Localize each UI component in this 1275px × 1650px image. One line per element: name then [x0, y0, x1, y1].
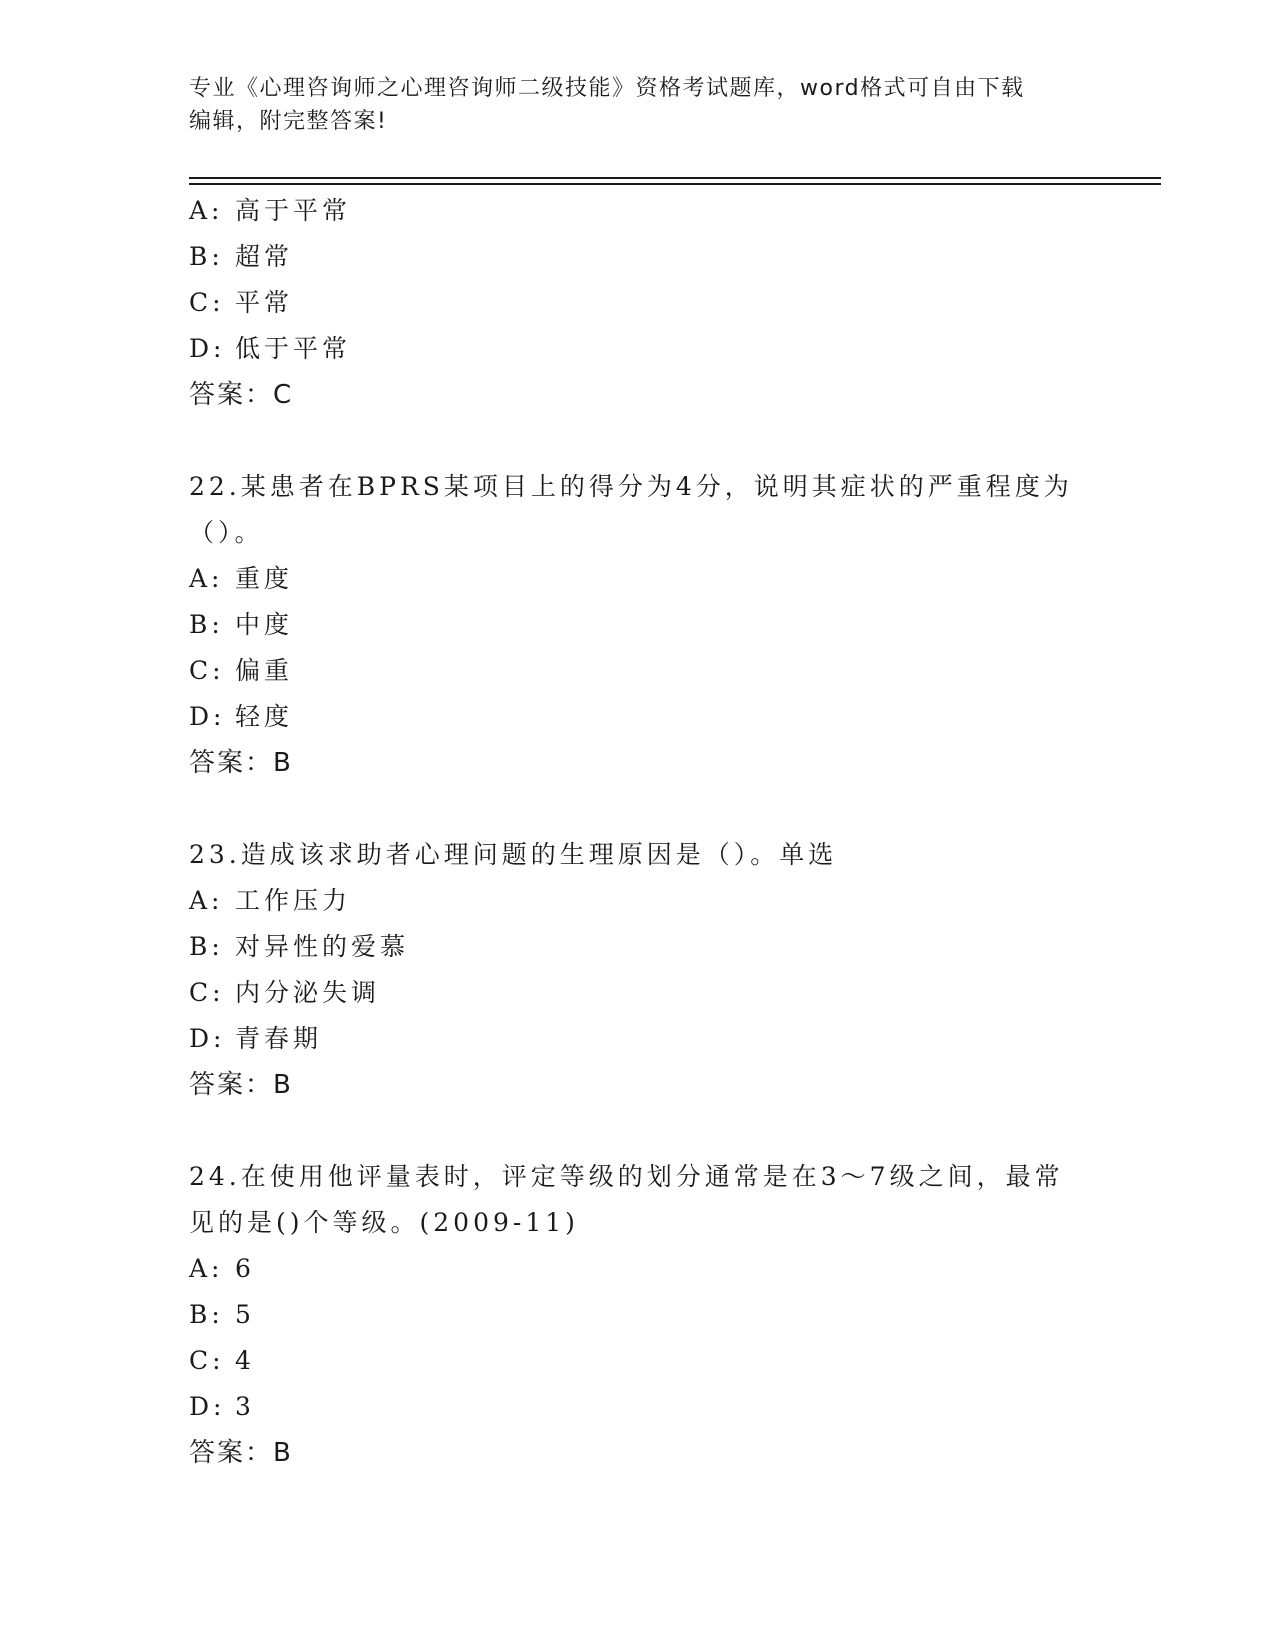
spacer	[189, 786, 1089, 832]
option-d: D: 低于平常	[189, 334, 352, 363]
question-22	[189, 464, 1089, 786]
option-a: A: 高于平常	[189, 196, 352, 225]
option-c: C: 内分泌失调	[189, 978, 381, 1007]
option-a: A: 6	[189, 1254, 255, 1283]
option-b: B: 中度	[189, 610, 294, 639]
header-line-2: 编辑，附完整答案!	[189, 109, 388, 134]
option-c: C: 平常	[189, 288, 294, 317]
question-21-continued	[189, 188, 1089, 418]
option-b: B: 5	[189, 1300, 255, 1329]
option-d: D: 3	[189, 1392, 255, 1421]
option-d: D: 轻度	[189, 702, 294, 731]
spacer	[189, 418, 1089, 464]
option-c: C: 4	[189, 1346, 255, 1375]
question-list	[189, 188, 1089, 1476]
option-a: A: 工作压力	[189, 886, 352, 915]
spacer	[189, 1108, 1089, 1154]
option-c: C: 偏重	[189, 656, 294, 685]
option-a: A: 重度	[189, 564, 294, 593]
option-b: B: 超常	[189, 242, 294, 271]
question-23	[189, 832, 1089, 1108]
question-stem-line-1: 22.某患者在BPRS某项目上的得分为4分，说明其症状的严重程度为	[189, 472, 1073, 501]
question-stem-line-2: （）。	[189, 518, 264, 547]
answer-line: 答案：B	[189, 1070, 293, 1100]
answer-line: 答案：B	[189, 1438, 293, 1468]
answer-line: 答案：B	[189, 748, 293, 778]
header-divider-bottom	[189, 183, 1161, 185]
question-24	[189, 1154, 1089, 1476]
document-header	[189, 72, 1089, 138]
header-line-1: 专业《心理咨询师之心理咨询师二级技能》资格考试题库，word格式可自由下载	[189, 76, 1025, 101]
option-b: B: 对异性的爱慕	[189, 932, 410, 961]
question-stem-line-1: 24.在使用他评量表时，评定等级的划分通常是在3～7级之间，最常	[189, 1162, 1064, 1191]
option-d: D: 青春期	[189, 1024, 323, 1053]
header-divider-top	[189, 177, 1161, 179]
answer-line: 答案：C	[189, 380, 294, 410]
question-stem-line-1: 23.造成该求助者心理问题的生理原因是（）。单选	[189, 840, 838, 869]
question-stem-line-2: 见的是()个等级。(2009-11)	[189, 1208, 579, 1237]
